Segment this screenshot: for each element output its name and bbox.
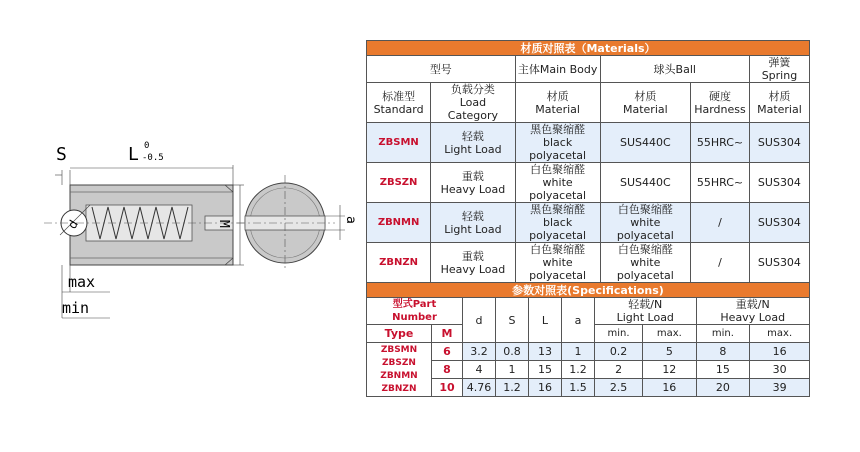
col-body-material: 材质 Material bbox=[515, 83, 600, 123]
col-standard: 标准型 Standard bbox=[367, 83, 431, 123]
row-light-min: 2.5 bbox=[595, 379, 643, 397]
group-spring: 弹簧Spring bbox=[749, 56, 809, 83]
row-hardness: / bbox=[691, 243, 750, 283]
group-model: 型号 bbox=[367, 56, 516, 83]
col-load: 负载分类 Load Category bbox=[431, 83, 515, 123]
row-load: 重载 Heavy Load bbox=[431, 243, 515, 283]
row-load: 轻载 Light Load bbox=[431, 123, 515, 163]
col-ball-material: 材质 Material bbox=[600, 83, 690, 123]
heavy-max-header: max. bbox=[750, 325, 810, 343]
row-m: 6 bbox=[432, 343, 463, 361]
row-s: 1.2 bbox=[496, 379, 529, 397]
heavy-load-header: 重载/N Heavy Load bbox=[696, 298, 810, 325]
label-d: d bbox=[64, 217, 81, 232]
row-l: 13 bbox=[529, 343, 562, 361]
type-list: ZBSMN ZBSZN ZBNMN ZBNZN bbox=[367, 343, 432, 397]
m-header: M bbox=[432, 325, 463, 343]
row-light-min: 2 bbox=[595, 361, 643, 379]
table-row bbox=[367, 343, 810, 361]
row-m: 8 bbox=[432, 361, 463, 379]
label-l-lower: -0.5 bbox=[142, 153, 164, 163]
row-load: 重载 Heavy Load bbox=[431, 163, 515, 203]
row-light-max: 12 bbox=[643, 361, 696, 379]
materials-table bbox=[366, 40, 810, 283]
row-heavy-max: 39 bbox=[750, 379, 810, 397]
group-body: 主体Main Body bbox=[515, 56, 600, 83]
plunger-drawing bbox=[0, 0, 360, 452]
row-code: ZBNZN bbox=[367, 243, 431, 283]
part-number-header: 型式Part Number bbox=[367, 298, 463, 325]
row-heavy-max: 30 bbox=[750, 361, 810, 379]
row-spring: SUS304 bbox=[749, 163, 809, 203]
row-load: 轻载 Light Load bbox=[431, 203, 515, 243]
row-ball: SUS440C bbox=[600, 123, 690, 163]
row-spring: SUS304 bbox=[749, 243, 809, 283]
row-l: 16 bbox=[529, 379, 562, 397]
table-row bbox=[367, 163, 810, 203]
row-code: ZBSMN bbox=[367, 123, 431, 163]
col-d: d bbox=[463, 298, 496, 343]
materials-title: 材质对照表（Materials） bbox=[367, 41, 810, 56]
row-ball: 白色聚缩醛 white polyacetal bbox=[600, 203, 690, 243]
col-s: S bbox=[496, 298, 529, 343]
light-load-header: 轻载/N Light Load bbox=[595, 298, 697, 325]
row-body: 白色聚缩醛 white polyacetal bbox=[515, 163, 600, 203]
row-heavy-min: 8 bbox=[696, 343, 750, 361]
light-max-header: max. bbox=[643, 325, 696, 343]
table-row bbox=[367, 123, 810, 163]
row-code: ZBNMN bbox=[367, 203, 431, 243]
row-hardness: 55HRC~ bbox=[691, 163, 750, 203]
specs-title: 参数对照表(Specifications) bbox=[367, 283, 810, 298]
row-spring: SUS304 bbox=[749, 203, 809, 243]
row-spring: SUS304 bbox=[749, 123, 809, 163]
label-min: min bbox=[62, 299, 90, 317]
label-l: L bbox=[128, 144, 139, 165]
specifications-table bbox=[366, 282, 810, 397]
row-light-max: 5 bbox=[643, 343, 696, 361]
row-d: 4 bbox=[463, 361, 496, 379]
row-m: 10 bbox=[432, 379, 463, 397]
label-a: a bbox=[343, 216, 358, 224]
col-spring-material: 材质 Material bbox=[749, 83, 809, 123]
row-heavy-min: 15 bbox=[696, 361, 750, 379]
table-row bbox=[367, 243, 810, 283]
col-l: L bbox=[529, 298, 562, 343]
row-heavy-min: 20 bbox=[696, 379, 750, 397]
row-light-max: 16 bbox=[643, 379, 696, 397]
row-a: 1.5 bbox=[562, 379, 595, 397]
row-body: 黑色聚缩醛 black polyacetal bbox=[515, 203, 600, 243]
row-l: 15 bbox=[529, 361, 562, 379]
row-a: 1.2 bbox=[562, 361, 595, 379]
group-ball: 球头Ball bbox=[600, 56, 749, 83]
row-d: 3.2 bbox=[463, 343, 496, 361]
label-m: M bbox=[216, 220, 231, 228]
table-row bbox=[367, 203, 810, 243]
row-s: 1 bbox=[496, 361, 529, 379]
row-heavy-max: 16 bbox=[750, 343, 810, 361]
row-light-min: 0.2 bbox=[595, 343, 643, 361]
row-ball: SUS440C bbox=[600, 163, 690, 203]
row-body: 白色聚缩醛 white polyacetal bbox=[515, 243, 600, 283]
col-hardness: 硬度 Hardness bbox=[691, 83, 750, 123]
table-row bbox=[367, 361, 810, 379]
row-hardness: / bbox=[691, 203, 750, 243]
row-code: ZBSZN bbox=[367, 163, 431, 203]
row-s: 0.8 bbox=[496, 343, 529, 361]
row-hardness: 55HRC~ bbox=[691, 123, 750, 163]
heavy-min-header: min. bbox=[696, 325, 750, 343]
label-s: S bbox=[56, 144, 67, 165]
label-max: max bbox=[68, 273, 96, 291]
row-a: 1 bbox=[562, 343, 595, 361]
row-ball: 白色聚缩醛 white polyacetal bbox=[600, 243, 690, 283]
col-a: a bbox=[562, 298, 595, 343]
table-row bbox=[367, 379, 810, 397]
label-l-upper: 0 bbox=[144, 141, 150, 151]
type-header: Type bbox=[367, 325, 432, 343]
row-body: 黑色聚缩醛 black polyacetal bbox=[515, 123, 600, 163]
light-min-header: min. bbox=[595, 325, 643, 343]
row-d: 4.76 bbox=[463, 379, 496, 397]
